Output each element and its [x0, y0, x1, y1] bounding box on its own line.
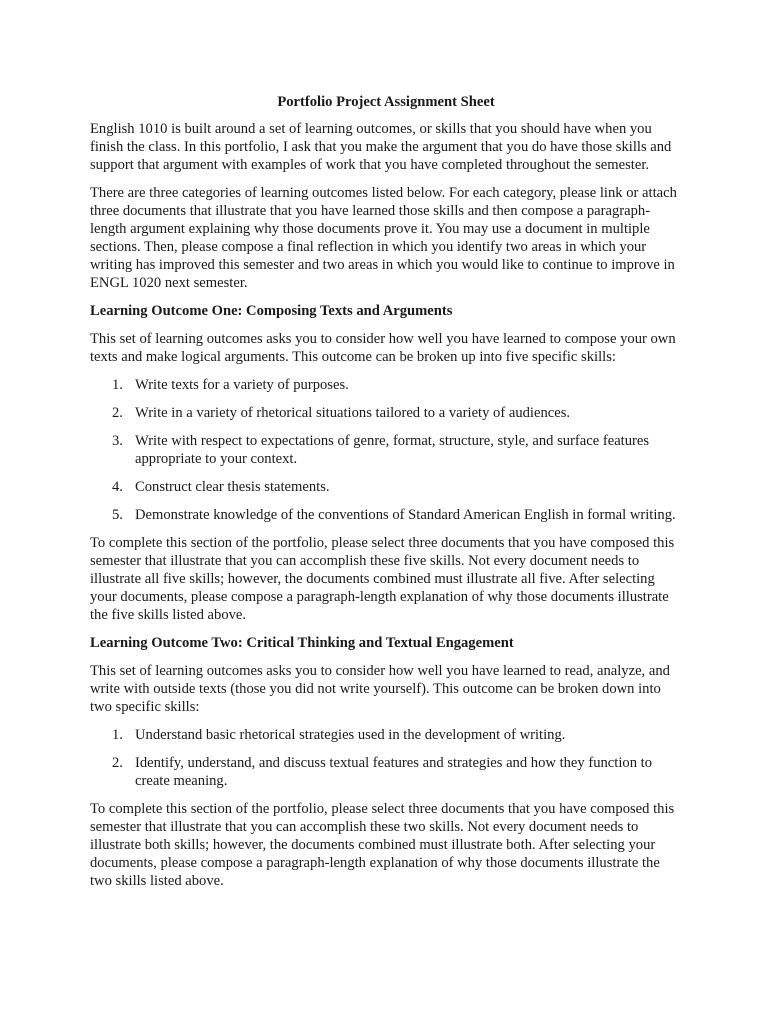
page-title: Portfolio Project Assignment Sheet	[277, 94, 495, 110]
list-item-number: 5.	[112, 507, 123, 523]
list-item-number: 1.	[112, 377, 123, 393]
list-item-text: Write texts for a variety of purposes.	[135, 377, 349, 393]
section-two-heading: Learning Outcome Two: Critical Thinking and Textual Engagement	[90, 635, 514, 651]
list-item-number: 2.	[112, 755, 123, 771]
section-one-intro: This set of learning outcomes asks you to consider how well you have learned to compose your own texts and make logical arguments. This outcome can be broken up into five specific skills:	[90, 331, 676, 365]
list-item	[90, 754, 682, 790]
section-two-closing: To complete this section of the portfolio, please select three documents that you have composed this semester that illustrate that you can accomplish these two skills. Not every document needs to illustrate both skills; however, the documents combined must illustrate both. After selecting your documents, please compose a paragraph-length explanation of why those documents illustrate the two skills listed above.	[90, 801, 675, 889]
list-item-text: Demonstrate knowledge of the conventions of Standard American English in formal writing.	[135, 507, 676, 523]
list-item-number: 2.	[112, 405, 123, 421]
section-two-skill-list	[90, 726, 682, 790]
document-page	[90, 93, 682, 900]
list-item-text: Write with respect to expectations of genre, format, structure, style, and surface features appropriate to your context.	[135, 433, 650, 467]
list-item-text: Write in a variety of rhetorical situations tailored to a variety of audiences.	[135, 405, 571, 421]
list-item-number: 4.	[112, 479, 123, 495]
list-item	[90, 726, 682, 744]
intro-paragraph-1: English 1010 is built around a set of learning outcomes, or skills that you should have when you finish the class. In this portfolio, I ask that you make the argument that you do have those skills and support that argument with examples of work that you have completed throughout the semester.	[90, 121, 672, 173]
list-item	[90, 404, 682, 422]
intro-paragraph-2: There are three categories of learning outcomes listed below. For each category, please link or attach three documents that illustrate that you have learned those skills and then compose a paragraph-length argument explaining why those documents prove it. You may use a document in multiple sections. Then, please compose a final reflection in which you identify two areas in which your writing has improved this semester and two areas in which you would like to continue to improve in ENGL 1020 next semester.	[90, 185, 677, 291]
section-one-heading: Learning Outcome One: Composing Texts and Arguments	[90, 303, 453, 319]
list-item	[90, 376, 682, 394]
list-item	[90, 506, 682, 524]
list-item-number: 3.	[112, 433, 123, 449]
list-item	[90, 478, 682, 496]
section-one-skill-list	[90, 376, 682, 524]
list-item-text: Construct clear thesis statements.	[135, 479, 330, 495]
section-two-intro: This set of learning outcomes asks you to consider how well you have learned to read, analyze, and write with outside texts (those you did not write yourself). This outcome can be broken down into two specific skills:	[90, 663, 670, 715]
list-item-text: Identify, understand, and discuss textual features and strategies and how they function to create meaning.	[135, 755, 652, 789]
list-item-number: 1.	[112, 727, 123, 743]
section-one-closing: To complete this section of the portfolio, please select three documents that you have composed this semester that illustrate that you can accomplish these five skills. Not every document needs to illustrate all five skills; however, the documents combined must illustrate all five. After selecting your documents, please compose a paragraph-length explanation of why those documents illustrate the five skills listed above.	[90, 535, 675, 623]
list-item-text: Understand basic rhetorical strategies used in the development of writing.	[135, 727, 566, 743]
list-item	[90, 432, 682, 468]
